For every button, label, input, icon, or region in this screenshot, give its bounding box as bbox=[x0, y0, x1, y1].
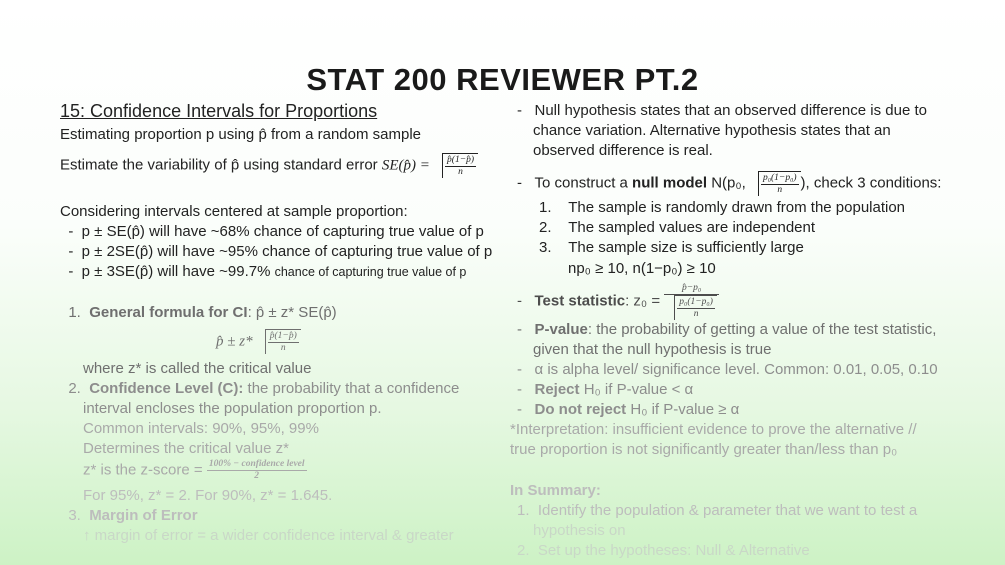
condition-item: 3. The sample size is sufficiently large bbox=[539, 239, 804, 256]
condition-item: 1. The sample is randomly drawn from the population bbox=[539, 199, 906, 216]
interpretation-line: *Interpretation: insufficient evidence to prove the alternative // bbox=[510, 421, 917, 438]
pvalue-line: given that the null hypothesis is true bbox=[533, 341, 772, 358]
se-line bbox=[60, 153, 478, 178]
item2-line: interval encloses the population proportion p. bbox=[83, 400, 382, 417]
list-item: 3. Margin of Error bbox=[60, 507, 198, 524]
condition-item: 2. The sampled values are independent bbox=[539, 219, 816, 236]
examples-line: For 95%, z* = 2. For 90%, z* = 1.645. bbox=[83, 487, 333, 504]
sqrt-symbol bbox=[434, 153, 478, 178]
list-item: - To construct a null model N(p₀, $\frac{\text{p₀(1−p₀)}}{n}$ ), check 3 conditions: bbox=[517, 173, 942, 195]
list-item: - Reject H₀ if P-value < α bbox=[517, 381, 694, 398]
list-item: - Null hypothesis states that an observed difference is due to bbox=[517, 102, 927, 119]
summary-item: 2. Set up the hypotheses: Null & Alternative bbox=[517, 542, 810, 559]
ci-formula: p̂ ± z* $\frac{p̂(1-p̂)}{n}$ bbox=[216, 329, 301, 354]
se-formula-label: SE(p̂) = bbox=[381, 157, 430, 174]
critical-value-note: where z* is called the critical value bbox=[83, 360, 312, 377]
intro-line: Estimating proportion p using p̂ from a random sample bbox=[60, 126, 422, 143]
summary-item: hypothesis on bbox=[533, 522, 626, 539]
list-item: - p ± SE(p̂) will have ~68% chance of capturing true value of p bbox=[60, 223, 484, 240]
summary-item: 1. Identify the population & parameter that we want to test a bbox=[517, 502, 918, 519]
null-line: observed difference is real. bbox=[533, 142, 713, 159]
summary-heading: In Summary: bbox=[510, 482, 601, 499]
item2-line: Determines the critical value z* bbox=[83, 440, 289, 457]
list-item: - P-value: the probability of getting a value of the test statistic, bbox=[517, 321, 937, 338]
item2-line: Common intervals: 90%, 95%, 99% bbox=[83, 420, 319, 437]
list-item: - p ± 3SE(p̂) will have ~99.7% chance of capturing true value of p bbox=[60, 263, 467, 280]
list-item: - α is alpha level/ significance level. Common: 0.01, 0.05, 0.10 bbox=[517, 361, 938, 378]
list-item: - p ± 2SE(p̂) will have ~95% chance of capturing true value of p bbox=[60, 243, 493, 260]
se-formula-den: n bbox=[458, 167, 463, 177]
se-formula-num: p̂(1−p̂) bbox=[447, 155, 475, 165]
intervals-heading: Considering intervals centered at sample proportion: bbox=[60, 203, 408, 220]
page-title: STAT 200 REVIEWER PT.2 bbox=[306, 62, 699, 97]
zscore-line: z* is the z-score = $\frac{\text{100\% − confidence level}}{2}$ bbox=[83, 459, 305, 481]
list-item: - Do not reject H₀ if P-value ≥ α bbox=[517, 401, 740, 418]
list-item: - Test statistic: z₀ = $\frac{\text{p̂−p₀}}{\frac{\text{p₀(1−p₀)}}{n}}$ bbox=[517, 283, 719, 320]
interpretation-line: true proportion is not significantly greater than/less than p₀ bbox=[510, 441, 898, 458]
section-heading: 15: Confidence Intervals for Proportions bbox=[60, 101, 378, 121]
list-item: 1. General formula for CI: p̂ ± z* SE(p̂) bbox=[60, 304, 337, 321]
condition-note: np₀ ≥ 10, n(1−p₀) ≥ 10 bbox=[568, 260, 716, 277]
se-line-text: Estimate the variability of p̂ using standard error bbox=[60, 156, 378, 174]
list-item: 2. Confidence Level (C): the probability that a confidence bbox=[60, 380, 460, 397]
item3-line: ↑ margin of error = a wider confidence interval & greater bbox=[83, 527, 454, 544]
null-line: chance variation. Alternative hypothesis states that an bbox=[533, 122, 891, 139]
